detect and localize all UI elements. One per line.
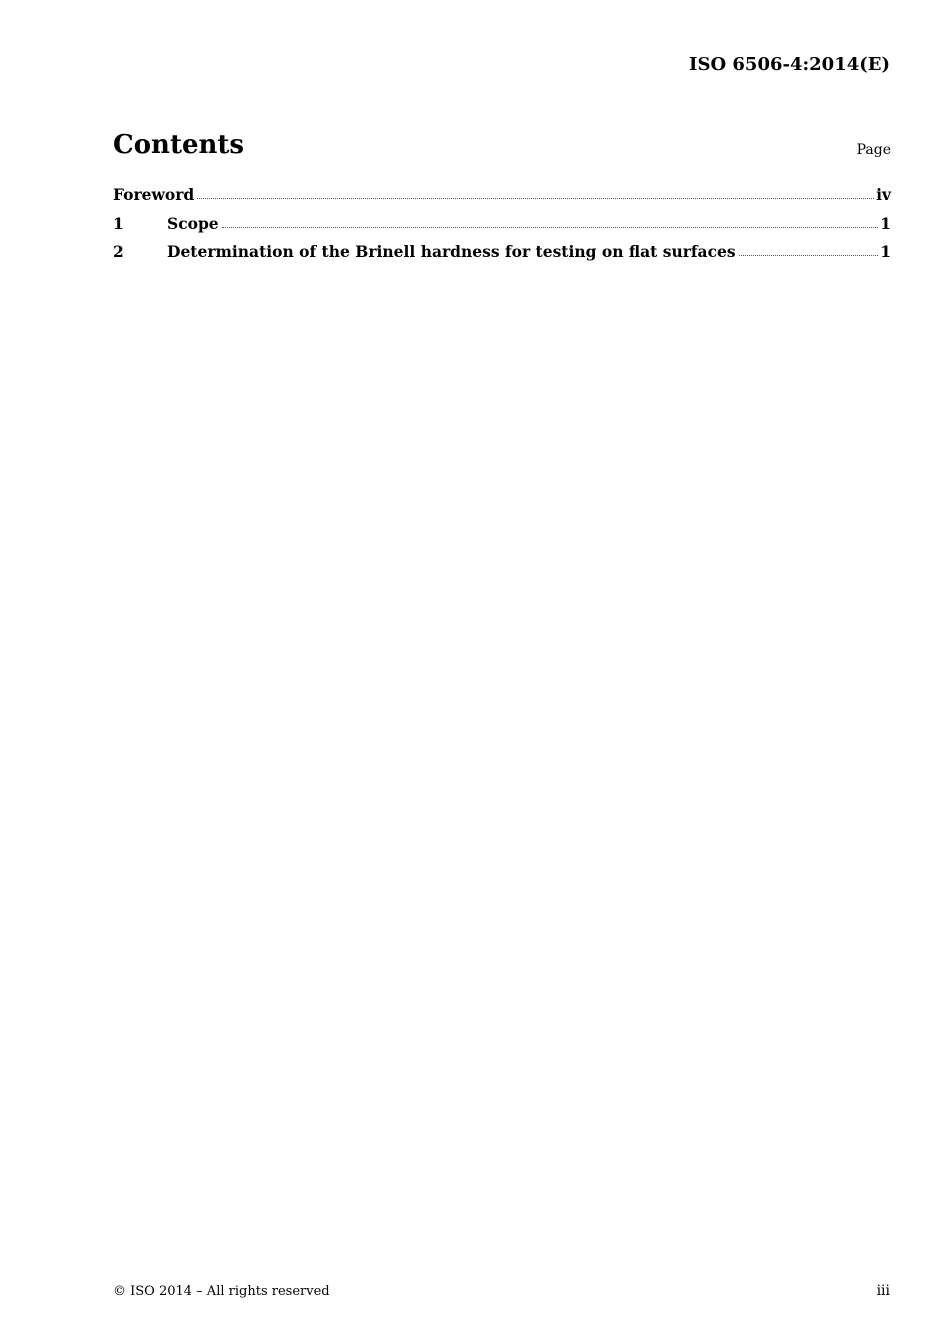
- toc-entry-determination[interactable]: [113, 242, 891, 271]
- toc-entry-page: iv: [876, 185, 891, 204]
- document-id: ISO 6506-4:2014(E): [689, 54, 890, 75]
- toc-dot-leader: [739, 255, 879, 256]
- toc-entry-number: 2: [113, 242, 124, 261]
- toc-entry-scope[interactable]: [113, 214, 891, 243]
- contents-title: Contents: [113, 130, 245, 160]
- footer-page-number: iii: [876, 1283, 890, 1299]
- table-of-contents: [113, 185, 891, 271]
- toc-dot-leader: [197, 198, 874, 199]
- page-column-label: Page: [856, 142, 891, 158]
- toc-entry-title: Foreword: [113, 185, 195, 204]
- toc-entry-foreword[interactable]: [113, 185, 891, 214]
- toc-entry-page: 1: [880, 242, 891, 261]
- toc-dot-leader: [222, 227, 879, 228]
- toc-entry-title: Scope: [167, 213, 219, 233]
- contents-header: [113, 130, 891, 166]
- toc-entry-number: 1: [113, 213, 124, 233]
- toc-entry-page: 1: [880, 213, 891, 233]
- toc-entry-title: Determination of the Brinell hardness for testing on flat surfaces: [167, 242, 736, 261]
- footer-copyright: © ISO 2014 – All rights reserved: [113, 1284, 330, 1299]
